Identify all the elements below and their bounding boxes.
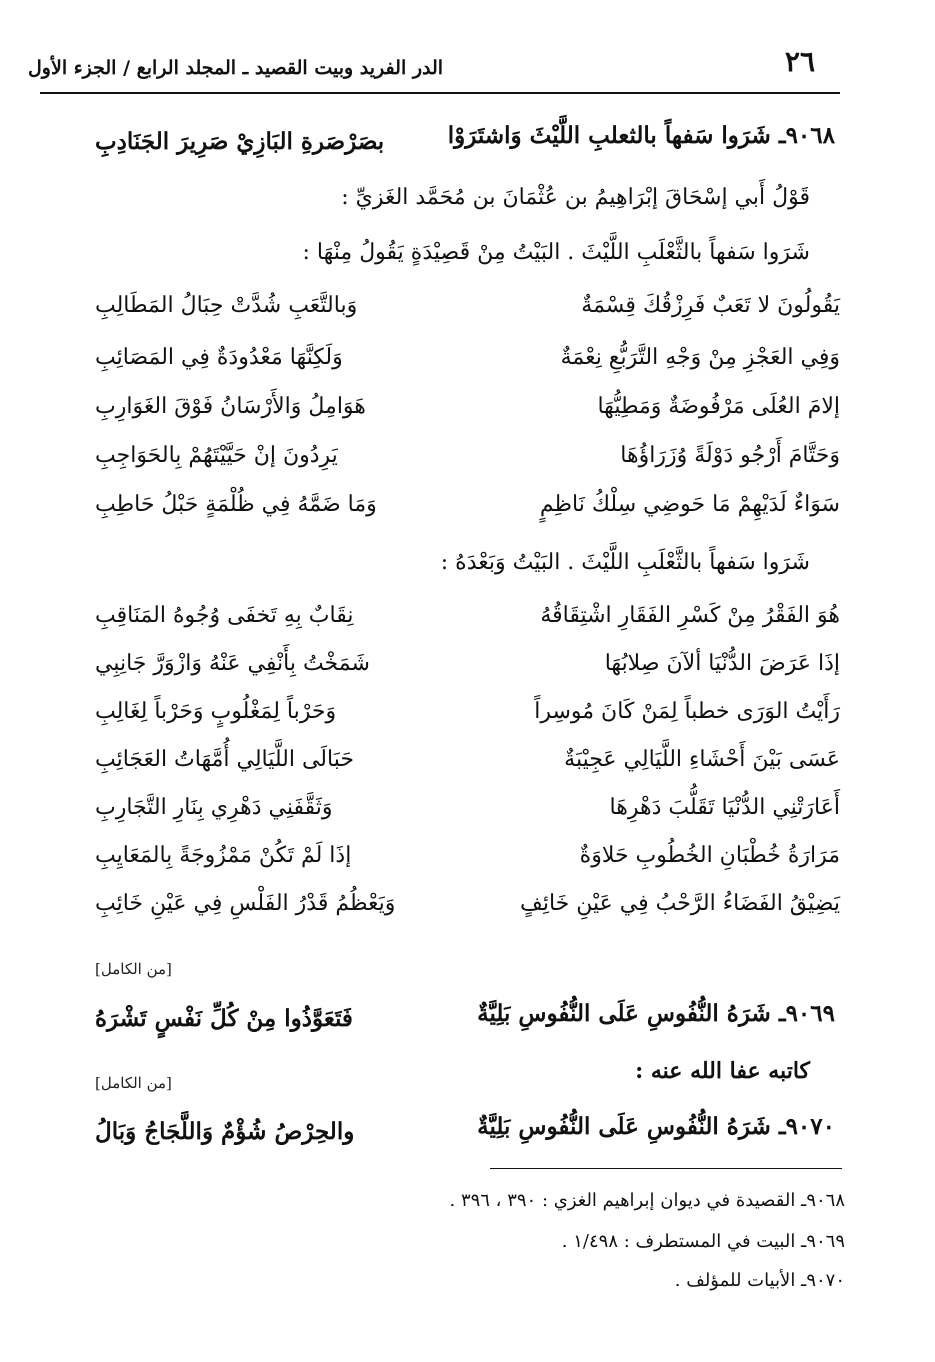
entry-9069-left-hemistich: فَتَعَوَّذُوا مِنْ كُلِّ نَفْسٍ تَشْرَهُ — [95, 1005, 353, 1032]
poem-verse-right: سَوَاءٌ لَدَيْهِمْ مَا حَوضِي سِلْكُ نَاظِمٍ — [539, 492, 840, 517]
poem-verse-right: يَضِيْقُ الفَضَاءُ الرَّحْبُ فِي عَيْنِ خَائِفٍ — [520, 891, 840, 916]
poem-verse-left: نِقَابٌ بِهِ تَخفَى وُجُوهُ المَنَاقِبِ — [95, 603, 354, 628]
poem-verse-left: يَرِدُونَ إنْ حَيَّيْتَهُمْ بِالحَوَاجِبِ — [95, 443, 338, 468]
poem-verse-left: وَحَرْباً لِمَغْلُوبٍ وَحَرْباً لِغَالِبِ — [95, 699, 337, 724]
footnote-rule — [490, 1168, 842, 1169]
poem-verse-left: هَوَامِلُ وَالأَرْسَانُ فَوْقَ الغَوَارِبِ — [95, 394, 366, 419]
poem-verse-right: إذَا عَرَضَ الدُّنْيَا ألآنَ صِلابُهَا — [604, 651, 840, 676]
poem-verse-right: وَحَتَّامَ أَرْجُو دَوْلَةً وُزَرَاؤُهَا — [620, 443, 840, 468]
entry-9068-left-hemistich: بصَرْصَرةِ البَازِيْ صَرِيرَ الجَنَادِبِ — [95, 128, 385, 155]
poem-verse-left: وَيَعْظُمُ قَدْرُ الفَلْسِ فِي عَيْنِ خَائِبِ — [95, 891, 396, 916]
poem-verse-right: أَعَارَتْنِي الدُّنْيَا تَقَلُّبَ دَهْرِهَا — [609, 795, 840, 820]
poem-verse-left: شَمَخْتُ بِأَنْفِي عَنْهُ وَازْوَرَّ جَانِبِي — [95, 651, 370, 676]
entry-9070-right-hemistich: ٩٠٧٠ـ شَرَهُ النُّفُوسِ عَلَى النُّفُوسِ بَلِيَّةٌ — [477, 1113, 835, 1140]
entry-9068-right-hemistich: ٩٠٦٨ـ شَرَوا سَفهاً بالثعلبِ اللَّيْثَ وَاشتَرَوْا — [447, 122, 835, 149]
poem-verse-left: وَثَقَّفَنِي دَهْرِي بِنَارِ التَّجَارِبِ — [95, 795, 333, 820]
poem-verse-right: إلامَ العُلَى مَرْفُوضَةٌ وَمَطِيُّهَا — [597, 394, 840, 419]
page-number: ٢٦ — [784, 45, 815, 78]
poem-verse-left: حَبَالَى اللَّيَالِي أُمَّهَاتُ العَجَائِبِ — [95, 747, 354, 772]
poem-verse-left: وَلَكِنَّهَا مَعْدُودَةٌ فِي المَصَائِبِ — [95, 345, 343, 370]
running-title: الدر الفريد وبيت القصيد ـ المجلد الرابع / الجزء الأول — [28, 57, 444, 79]
entry-9069-right-hemistich: ٩٠٦٩ـ شَرَهُ النُّفُوسِ عَلَى النُّفُوسِ بَلِيَّةٌ — [477, 1000, 835, 1027]
poem-verse-right: هُوَ الفَقْرُ مِنْ كَسْرِ الفَقَارِ اشْتِقَاقُهُ — [540, 603, 840, 628]
poem-verse-right: رَأَيْتُ الوَرَى خطباً لِمَنْ كَانَ مُوسِراً — [534, 699, 840, 724]
entry-9070-meter: [من الكامل] — [95, 1074, 172, 1092]
poem-verse-right: يَقُولُونَ لا تَعَبٌ فَرِزْقُكَ قِسْمَةٌ — [581, 293, 840, 318]
footnote-9068: ٩٠٦٨ـ القصيدة في ديوان إبراهيم الغزي : ٣٩٠ ، ٣٩٦ . — [449, 1190, 845, 1211]
entry-9069-meter: [من الكامل] — [95, 960, 172, 978]
entry-9069-author-note: كاتبه عفا الله عنه : — [635, 1058, 810, 1084]
poem-verse-right: عَسَى بَيْنَ أَحْشَاءِ اللَّيَالِي عَجِيْبَةٌ — [564, 747, 840, 772]
poem-verse-right: وَفِي العَجْزِ مِنْ وَجْهِ التَّرَبُّعِ نِعْمَةٌ — [560, 345, 840, 370]
entry-9070-left-hemistich: والحِرْصُ شُؤْمٌ وَاللَّجَاجُ وَبَالُ — [95, 1118, 355, 1145]
poem-verse-right: مَرَارَةُ خُطْبَانِ الخُطُوبِ حَلاوَةٌ — [579, 843, 840, 868]
entry-9068-intro-2: شَرَوا سَفهاً بالثَّعْلَبِ اللَّيْثَ . البَيْتُ وَبَعْدَهُ : — [440, 550, 810, 575]
footnote-9070: ٩٠٧٠ـ الأبيات للمؤلف . — [674, 1270, 845, 1291]
poem-verse-left: وَبالتَّعَبِ شُدَّتْ حِبَالُ المَطَالِبِ — [95, 293, 358, 318]
header-rule — [40, 92, 840, 94]
poem-verse-left: إذَا لَمْ تَكُنْ مَمْزُوجَةً بِالمَعَايِبِ — [95, 843, 352, 868]
entry-9068-intro-1: شَرَوا سَفهاً بالثَّعْلَبِ اللَّيْثَ . البَيْتُ مِنْ قَصِيْدَةٍ يَقُولُ مِنْهَا : — [302, 240, 810, 265]
footnote-9069: ٩٠٦٩ـ البيت في المستطرف : ١/٤٩٨ . — [561, 1231, 845, 1252]
poem-verse-left: وَمَا ضَمَّهُ فِي ظُلْمَةٍ حَبْلُ حَاطِبِ — [95, 492, 377, 517]
entry-9068-attribution: قَوْلُ أَبي إسْحَاقَ إبْرَاهِيمُ بن عُثْمَانَ بن مُحَمَّد الغَزيِّ : — [341, 185, 810, 210]
